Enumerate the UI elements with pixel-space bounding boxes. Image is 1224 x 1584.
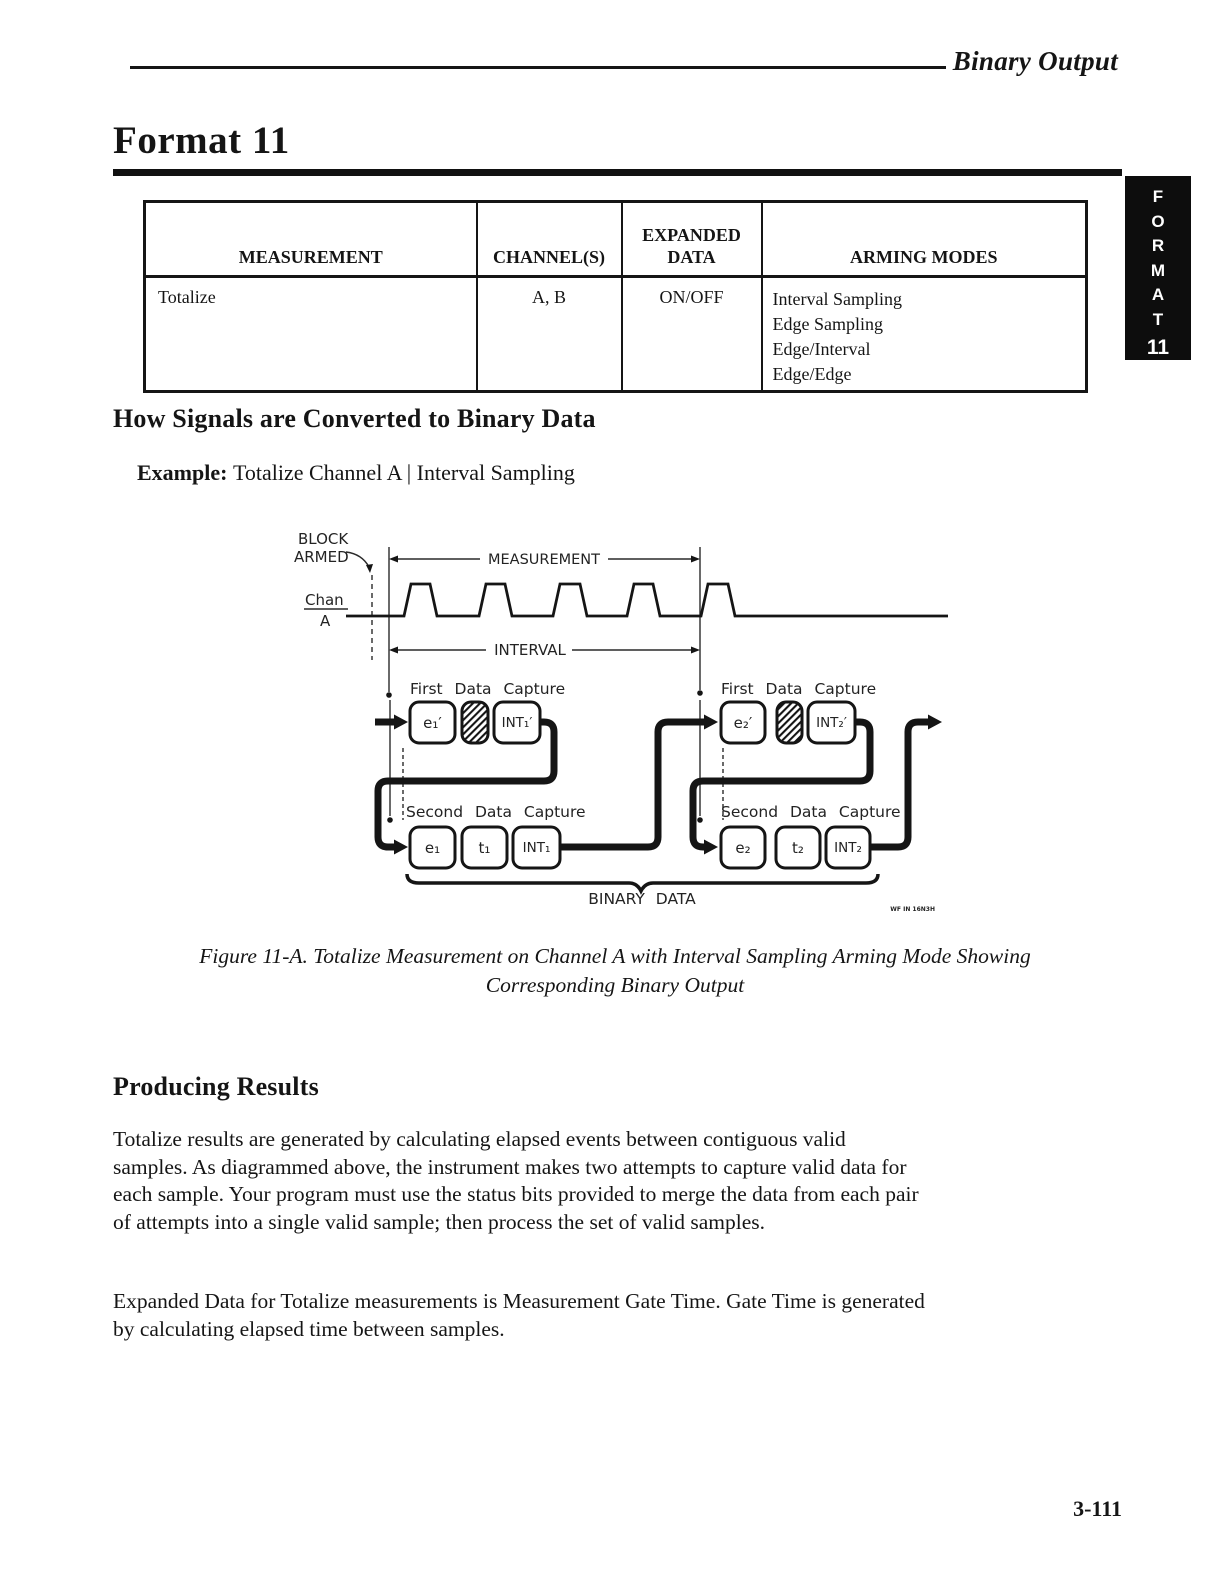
- flow-exit-arrow-line: [870, 722, 928, 847]
- flow-arrowhead-e2p: [704, 715, 718, 730]
- chan-label: Chan: [305, 591, 344, 609]
- tab-letter: T: [1152, 309, 1164, 329]
- block-armed-pointer: [346, 552, 369, 567]
- interval-arrowhead-right: [691, 647, 700, 654]
- paragraph-line: samples. As diagrammed above, the instrument makes two attempts to capture valid data for: [113, 1154, 907, 1179]
- box-label-e1: e₁: [424, 839, 441, 857]
- measurement-label: MEASUREMENT: [487, 552, 601, 568]
- second-capture-label-left: Second Data Capture: [406, 803, 586, 821]
- flow-arrowhead-e1: [394, 840, 408, 855]
- box-label-int2-prime: INT₂′: [816, 715, 847, 731]
- block-armed-pointer-tip: [366, 564, 373, 573]
- page-title: Format 11: [113, 119, 290, 162]
- second-capture-label-right: Second Data Capture: [721, 803, 901, 821]
- col-header-measurement: MEASUREMENT: [145, 202, 477, 277]
- tab-letter: F: [1152, 187, 1164, 206]
- sample-dot: [386, 692, 392, 698]
- cell-measurement: Totalize: [145, 277, 477, 392]
- interval-arrowhead-left: [389, 647, 398, 654]
- box-label-int1: INT₁: [522, 840, 551, 856]
- arming-mode: Edge/Interval: [772, 339, 871, 359]
- example-text: Totalize Channel A | Interval Sampling: [232, 460, 575, 485]
- box-label-e1-prime: e₁′: [423, 714, 442, 732]
- running-header: Binary Output: [952, 46, 1118, 76]
- block-armed-label: BLOCK: [298, 530, 349, 548]
- example-line: [137, 460, 575, 486]
- figure-caption-line1: Figure 11-A. Totalize Measurement on Channel A with Interval Sampling Arming Mode Showing: [199, 944, 1031, 968]
- table-row: [145, 277, 1087, 392]
- section-heading-producing: Producing Results: [113, 1072, 319, 1101]
- flow-arrowhead-exit: [928, 715, 942, 730]
- box-label-int2: INT₂: [834, 840, 862, 856]
- flow-int1-to-e2p: [560, 722, 704, 847]
- channel-a-waveform: [346, 584, 948, 616]
- box-label-int1-prime: INT₁′: [501, 715, 533, 731]
- figure-caption-line2: Corresponding Binary Output: [485, 973, 745, 997]
- paragraph-line: Expanded Data for Totalize measurements is Measurement Gate Time. Gate Time is generated: [113, 1289, 925, 1313]
- paragraph-expanded-data: [113, 1288, 1133, 1343]
- interval-label: INTERVAL: [494, 641, 566, 659]
- table-header-row: [145, 202, 1087, 277]
- sample-dot: [697, 817, 703, 823]
- paragraph-line: by calculating elapsed time between samples.: [113, 1316, 505, 1341]
- format-spec-table: [143, 200, 1088, 393]
- col-header-channels: CHANNEL(S): [477, 202, 622, 277]
- box-label-t2: t₂: [792, 839, 804, 857]
- sample-dot: [387, 817, 393, 823]
- arming-mode: Edge/Edge: [772, 364, 852, 384]
- chapter-tab: [1125, 176, 1191, 360]
- first-capture-label-right: First Data Capture: [721, 680, 877, 698]
- paragraph-line: Totalize results are generated by calculating elapsed events between contiguous valid: [113, 1127, 846, 1151]
- example-label: Example:: [137, 460, 228, 485]
- tab-letter: O: [1151, 211, 1165, 231]
- page-number: 3-111: [1073, 1496, 1122, 1521]
- arming-mode: Interval Sampling: [772, 289, 902, 309]
- paragraph-line: each sample. Your program must use the status bits provided to merge the data from each pair: [113, 1182, 919, 1206]
- figure-11a-diagram: [280, 520, 960, 920]
- hatched-status-box-1: [462, 702, 488, 743]
- hatched-status-box-2: [777, 702, 802, 743]
- artwork-code: WF IN 16N3H: [890, 906, 935, 913]
- sample-dot: [697, 690, 703, 696]
- title-rule: [113, 169, 1122, 176]
- arming-mode: Edge Sampling: [772, 314, 883, 334]
- binary-data-label: BINARY DATA: [588, 890, 696, 908]
- cell-channels: A, B: [477, 277, 622, 392]
- col-header-expanded-data: EXPANDED DATA: [622, 202, 762, 277]
- chan-a-label: A: [320, 612, 331, 630]
- paragraph-line: of attempts into a single valid sample; then process the set of valid samples.: [113, 1209, 766, 1234]
- tab-letter: R: [1151, 236, 1165, 255]
- box-label-t1: t₁: [478, 839, 491, 857]
- figure-caption: [117, 942, 1113, 1000]
- tab-letter: A: [1151, 285, 1165, 304]
- cell-expanded-data: ON/OFF: [622, 277, 762, 392]
- flow-arrowhead-e2: [704, 840, 718, 855]
- flow-arrowhead-e1p: [394, 715, 408, 730]
- col-header-arming-modes: ARMING MODES: [762, 202, 1087, 277]
- box-label-e2-prime: e₂′: [733, 714, 753, 732]
- measurement-arrowhead-left: [389, 556, 398, 563]
- tab-number: 11: [1146, 336, 1170, 359]
- tab-letter: M: [1150, 260, 1166, 280]
- section-heading-signals: How Signals are Converted to Binary Data: [113, 404, 596, 433]
- binary-data-brace: [407, 874, 878, 891]
- first-capture-label-left: First Data Capture: [410, 680, 566, 698]
- measurement-arrowhead-right: [691, 556, 700, 563]
- paragraph-producing-results: [113, 1126, 1133, 1236]
- cell-arming-modes: [762, 277, 1087, 392]
- running-header-rule: [130, 66, 946, 69]
- block-armed-label: ARMED: [294, 548, 349, 566]
- box-label-e2: e₂: [735, 839, 751, 857]
